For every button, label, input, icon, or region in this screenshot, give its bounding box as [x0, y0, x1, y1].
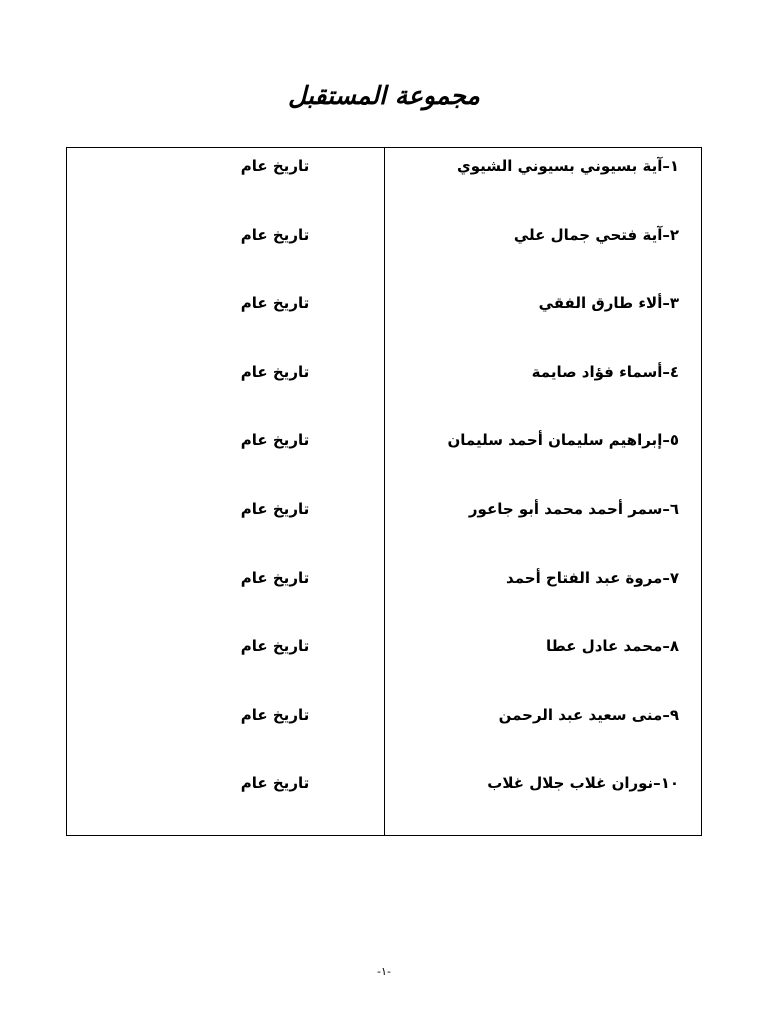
- subject-label: تاريخ عام: [240, 431, 310, 449]
- student-name: ١٠–نوران غلاب جلال غلاب: [487, 774, 679, 792]
- student-name: ٧–مروة عبد الفتاح أحمد: [506, 569, 679, 587]
- subject-label: تاريخ عام: [240, 294, 310, 312]
- student-name: ٣–ألاء طارق الفقي: [538, 294, 679, 312]
- student-name: ٤–أسماء فؤاد صايمة: [531, 363, 679, 381]
- table-row: [67, 425, 701, 455]
- student-name: ٩–منى سعيد عبد الرحمن: [498, 706, 679, 724]
- student-name: ٥–إبراهيم سليمان أحمد سليمان: [447, 431, 679, 449]
- table-row: [67, 631, 701, 661]
- column-divider: [384, 148, 385, 835]
- table-row: [67, 220, 701, 250]
- page-number: -١-: [377, 965, 391, 978]
- table-row: [67, 357, 701, 387]
- table-row: [67, 563, 701, 593]
- table-row: [67, 288, 701, 318]
- subject-label: تاريخ عام: [240, 500, 310, 518]
- student-name: ١–آية بسيوني بسيوني الشيوي: [457, 157, 679, 175]
- subject-label: تاريخ عام: [240, 774, 310, 792]
- table-row: [67, 494, 701, 524]
- table-row: [67, 700, 701, 730]
- student-name: ٦–سمر أحمد محمد أبو جاعور: [468, 500, 679, 518]
- student-roster-table: [66, 147, 702, 836]
- subject-label: تاريخ عام: [240, 706, 310, 724]
- table-row: [67, 768, 701, 798]
- subject-label: تاريخ عام: [240, 157, 310, 175]
- table-row: [67, 151, 701, 181]
- subject-label: تاريخ عام: [240, 363, 310, 381]
- subject-label: تاريخ عام: [240, 569, 310, 587]
- page-title: مجموعة المستقبل: [288, 81, 480, 110]
- subject-label: تاريخ عام: [240, 637, 310, 655]
- student-name: ٨–محمد عادل عطا: [545, 637, 679, 655]
- student-name: ٢–آية فتحي جمال علي: [513, 226, 679, 244]
- subject-label: تاريخ عام: [240, 226, 310, 244]
